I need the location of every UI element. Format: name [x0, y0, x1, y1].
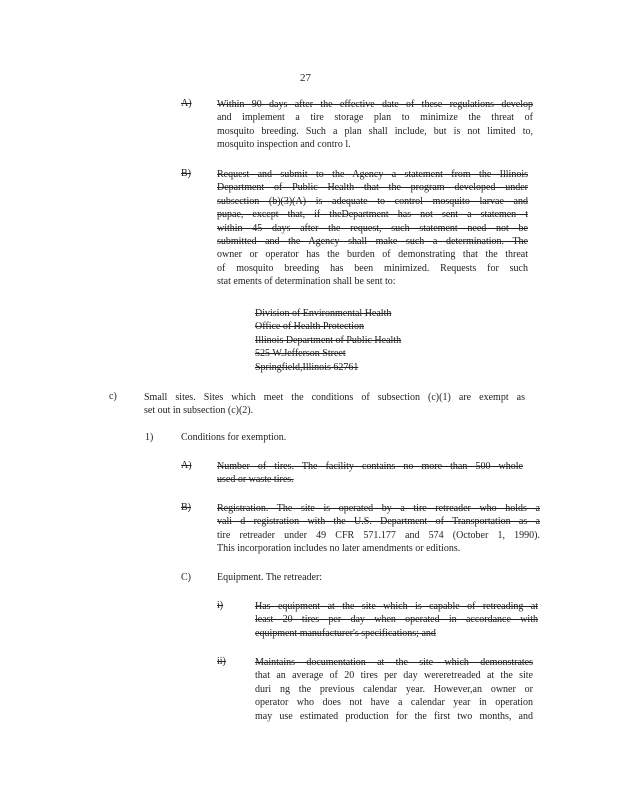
paragraph-small-sites: [144, 391, 525, 418]
marker-ii: ii): [217, 656, 226, 667]
text-line: mosquito breeding. Such a plan shall include, but is not limited to,: [217, 125, 533, 137]
text-line: Within 90 days after the effective date of these regulations develop: [217, 99, 533, 110]
text-line: pupae, except that, if theDepartment has not sent a statemen t: [217, 209, 528, 221]
text-line: tire retreader under 49 CFR 571.177 and 574 (October 1, 1990).: [217, 529, 540, 541]
marker-1: 1): [145, 432, 154, 443]
text-line: Request and submit to the Agency a statement from the Illinois: [217, 169, 528, 180]
text-line: Registration. The site is operated by a tire retreader who holds a: [217, 503, 540, 514]
text-line: Department of Public Health that the program developed under: [217, 182, 528, 194]
paragraph-registration: [217, 502, 540, 556]
address-line: Office of Health Protection: [255, 321, 364, 333]
text-line: submitted and the Agency shall make such a determination. The: [217, 236, 528, 248]
address-block: [255, 307, 401, 374]
marker-C-equipment: C): [181, 572, 191, 583]
marker-B-registration: B): [181, 502, 191, 513]
text-line: mosquito inspection and contro l.: [217, 139, 351, 151]
text-line: subsection (b)(3)(A) is adequate to control mosquito larvae and: [217, 195, 528, 207]
marker-A-number-of-tires: A): [181, 460, 192, 471]
text-line: set out in subsection (c)(2).: [144, 405, 254, 417]
text-line: least 20 tires per day when operated in accordance with: [255, 614, 538, 626]
address-line: Illinois Department of Public Health: [255, 334, 402, 346]
heading-equipment: Equipment. The retreader:: [217, 572, 323, 583]
text-line: duri ng the previous calendar year. However,an owner or: [255, 683, 533, 695]
paragraph-request-statement: [217, 168, 528, 289]
address-line: 525 W.Jefferson Street: [255, 348, 346, 360]
address-line: Springfield,Illinois 62761: [255, 361, 359, 373]
marker-c: c): [109, 391, 117, 402]
text-line: may use estimated production for the first two months, and: [255, 710, 533, 722]
text-line: vali d registration with the U.S. Department of Transportation as a: [217, 516, 540, 528]
paragraph-tire-storage-plan: [217, 98, 533, 152]
paragraph-equipment-capability: [255, 600, 538, 640]
text-line: stat ements of determination shall be sent to:: [217, 276, 396, 288]
text-line: Has equipment at the site which is capable of retreading at: [255, 601, 538, 612]
text-line: operator who does not have a calendar year in operation: [255, 697, 533, 709]
text-line: that an average of 20 tires per day wereretreaded at the site: [255, 670, 533, 682]
text-line: equipment manufacturer's specifications; and: [255, 627, 436, 639]
text-line: This incorporation includes no later amendments or editions.: [217, 543, 461, 555]
paragraph-documentation: [255, 656, 533, 723]
marker-B-request: B): [181, 168, 191, 179]
text-line: used or waste tires.: [217, 474, 294, 486]
text-line: within 45 days after the request, such statement need not be: [217, 222, 528, 234]
text-line: Small sites. Sites which meet the conditions of subsection (c)(1) are exempt as: [144, 392, 525, 403]
heading-conditions-for-exemption: Conditions for exemption.: [181, 432, 287, 443]
page-number: 27: [300, 72, 311, 84]
paragraph-number-of-tires: [217, 460, 523, 487]
marker-A-storage: A): [181, 98, 192, 109]
marker-i: i): [217, 600, 224, 611]
text-line: of mosquito breeding has been minimized. Requests for such: [217, 262, 528, 274]
text-line: owner or operator has the burden of demonstrating that the threat: [217, 249, 528, 261]
text-line: and implement a tire storage plan to minimize the threat of: [217, 112, 533, 124]
text-line: Number of tires. The facility contains no more than 500 whole: [217, 461, 523, 472]
text-line: Maintains documentation at the site which demonstrates: [255, 657, 533, 668]
address-line: Division of Environmental Health: [255, 308, 392, 319]
